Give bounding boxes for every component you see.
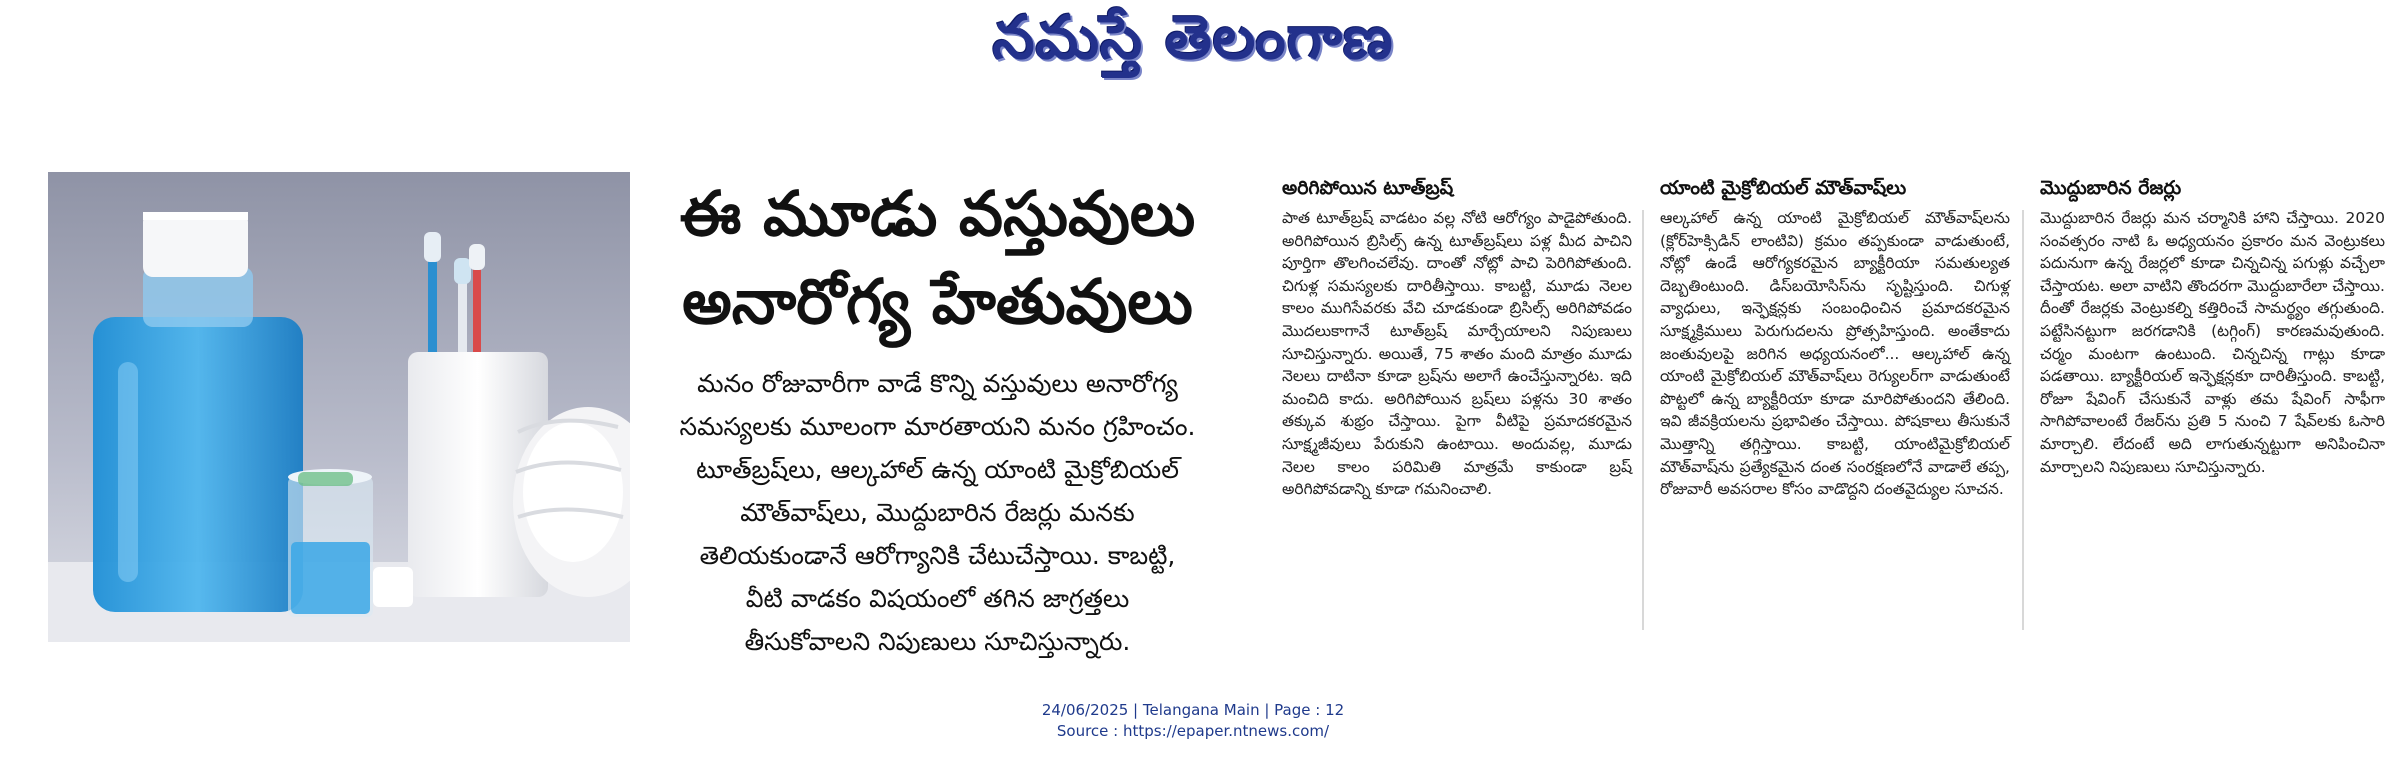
lead-line: టూత్‌బ్రష్‌లు, ఆల్కహాల్ ఉన్న యాంటి మైక్రోబియల్ (696, 455, 1179, 484)
edition-info: 24/06/2025 | Telangana Main | Page : 12 (1041, 701, 1345, 719)
column-razors (2040, 175, 2385, 478)
column-toothbrush (1282, 175, 1632, 501)
column-body: పాత టూత్‌బ్రష్ వాడటం వల్ల నోటి ఆరోగ్యం పాడైపోతుంది. అరిగిపోయిన బ్రిసిల్స్ ఉన్న టూత్‌బ్రష్‌లు పళ్ల మీద పాచిని పూర్తిగా తొలగించలేవు. దాంతో నోట్లో పాచి పెరిగిపోతుంది. చిగుళ్ల సమస్యలకు దారితీస్తాయి. కాబట్టి, మూడు నెలల కాలం ముగిసేవరకు వేచి చూడకుండా బ్రిసిల్స్ అరిగిపోవడం మొదలుకాగానే టూత్‌బ్రష్ మార్చేయాలని నిపుణులు సూచిస్తున్నారు. అయితే, 75 శాతం మంది మాత్రం మూడు నెలలు దాటినా కూడా బ్రష్‌ను అలాగే ఉంచేస్తున్నారట. ఇది మంచిది కాదు. అరిగిపోయిన బ్రష్‌లు పళ్లను 30 శాతం తక్కువ శుభ్రం చేస్తాయి. పైగా వీటిపై ప్రమాదకరమైన సూక్ష్మజీవులు పేరుకుని ఉంటాయి. అందువల్ల, మూడు నెలల కాలం పరిమితి మాత్రమే కాకుండా బ్రష్ అరిగిపోవడాన్ని కూడా గమనించాలి. (1282, 209, 1632, 499)
lead-line: సమస్యలకు మూలంగా మారతాయని మనం గ్రహించం. (679, 412, 1196, 441)
lead-line: మనం రోజువారీగా వాడే కొన్ని వస్తువులు అనారోగ్య (697, 369, 1178, 398)
lead-line: తెలియకుండానే ఆరోగ్యానికి చేటుచేస్తాయి. కాబట్టి, (699, 541, 1176, 570)
column-heading: అరిగిపోయిన టూత్‌బ్రష్ (1282, 177, 1454, 199)
page-footer (0, 700, 2386, 742)
headline-line-1: ఈ మూడు వస్తువులు (679, 177, 1196, 250)
newspaper-logo: నమస్తే తెలంగాణ (992, 3, 1394, 73)
column-mouthwash (1660, 175, 2010, 501)
source-link[interactable]: Source : https://epaper.ntnews.com/ (1056, 722, 1330, 740)
column-body: మొద్దుబారిన రేజర్లు మన చర్మానికి హాని చేస్తాయి. 2020 సంవత్సరం నాటి ఓ అధ్యయనం ప్రకారం మన వెంట్రుకలు పదునుగా ఉన్న రేజర్లలో కూడా చిన్నచిన్న పగుళ్లు వచ్చేలా చేస్తాయట. అలా వాటిని తొందరగా మొద్దుబారేలా చేస్తాయి. దీంతో రేజర్లకు వెంట్రుకల్ని కత్తిరించే సామర్థ్యం తగ్గుతుంది. పట్టేసినట్టుగా జరగడానికి (టగ్గింగ్) కారణమవుతుంది. చర్మం మంటగా ఉంటుంది. చిన్నచిన్న గాట్లు కూడా పడతాయి. బ్యాక్టీరియల్ ఇన్ఫెక్షన్లకూ దారితీస్తుంది. కాబట్టి, రోజూ షేవింగ్ చేసుకునే వాళ్లు తమ షేవింగ్ సాఫీగా సాగిపోవాలంటే రేజర్‌ను ప్రతి 5 నుంచి 7 షేవ్‌లకు ఓసారి మార్చాలి. లేదంటే అది లాగుతున్నట్టుగా అనిపించినా మార్చాలని నిపుణులు సూచిస్తున్నారు. (2040, 209, 2385, 476)
rinse-glass (288, 469, 373, 617)
column-heading: యాంటి మైక్రోబియల్ మౌత్‌వాష్‌లు (1660, 177, 1907, 199)
column-divider (1642, 210, 1644, 630)
article-lead (645, 362, 1230, 663)
article-photo (48, 172, 630, 642)
column-heading: మొద్దుబారిన రేజర్లు (2040, 177, 2182, 199)
headline-line-2: అనారోగ్య హేతువులు (682, 265, 1193, 338)
column-body: ఆల్కహాల్ ఉన్న యాంటి మైక్రోబియల్ మౌత్‌వాష్‌లను (క్లోర్‌హెక్సిడిన్ లాంటివి) క్రమం తప్పకుండా వాడుతుంటే, నోట్లో ఉండే ఆరోగ్యకరమైన బ్యాక్టీరియా సమతుల్యత దెబ్బతింటుంది. డిస్‌బయోసిస్‌ను సృష్టిస్తుంది. చిగుళ్ల వ్యాధులు, ఇన్ఫెక్షన్లకు సంబంధించిన ప్రమాదకరమైన సూక్ష్మక్రిములు పెరుగుదలను ప్రోత్సహిస్తుంది. అంతేకాదు జంతువులపై జరిగిన అధ్యయనంలో... ఆల్కహాల్ ఉన్న యాంటి మైక్రోబియల్ మౌత్‌వాష్‌లు రెగ్యులర్‌గా వాడుతుంటే పొట్టలో ఉన్న బ్యాక్టీరియా కూడా మారిపోతుందని తేలింది. ఇవి జీవక్రియలను ప్రభావితం చేస్తాయి. పోషకాలు తీసుకునే మొత్తాన్ని తగ్గిస్తాయి. కాబట్టి, యాంటిమైక్రోబియల్ మౌత్‌వాష్‌ను ప్రత్యేకమైన దంత సంరక్షణలోనే వాడాలే తప్ప, రోజువారీ అవసరాల కోసం వాడొద్దని దంతవైద్యుల సూచన. (1660, 209, 2010, 499)
lead-line: మౌత్‌వాష్‌లు, మొద్దుబారిన రేజర్లు మనకు (740, 498, 1135, 527)
mouthwash-toothbrush-photo (48, 172, 630, 642)
article-headline (645, 170, 1230, 346)
column-divider (2022, 210, 2024, 630)
lead-line: వీటి వాడకం విషయంలో తగిన జాగ్రత్తలు (745, 584, 1130, 613)
masthead (0, 0, 2386, 90)
lead-line: తీసుకోవాలని నిపుణులు సూచిస్తున్నారు. (744, 627, 1131, 656)
